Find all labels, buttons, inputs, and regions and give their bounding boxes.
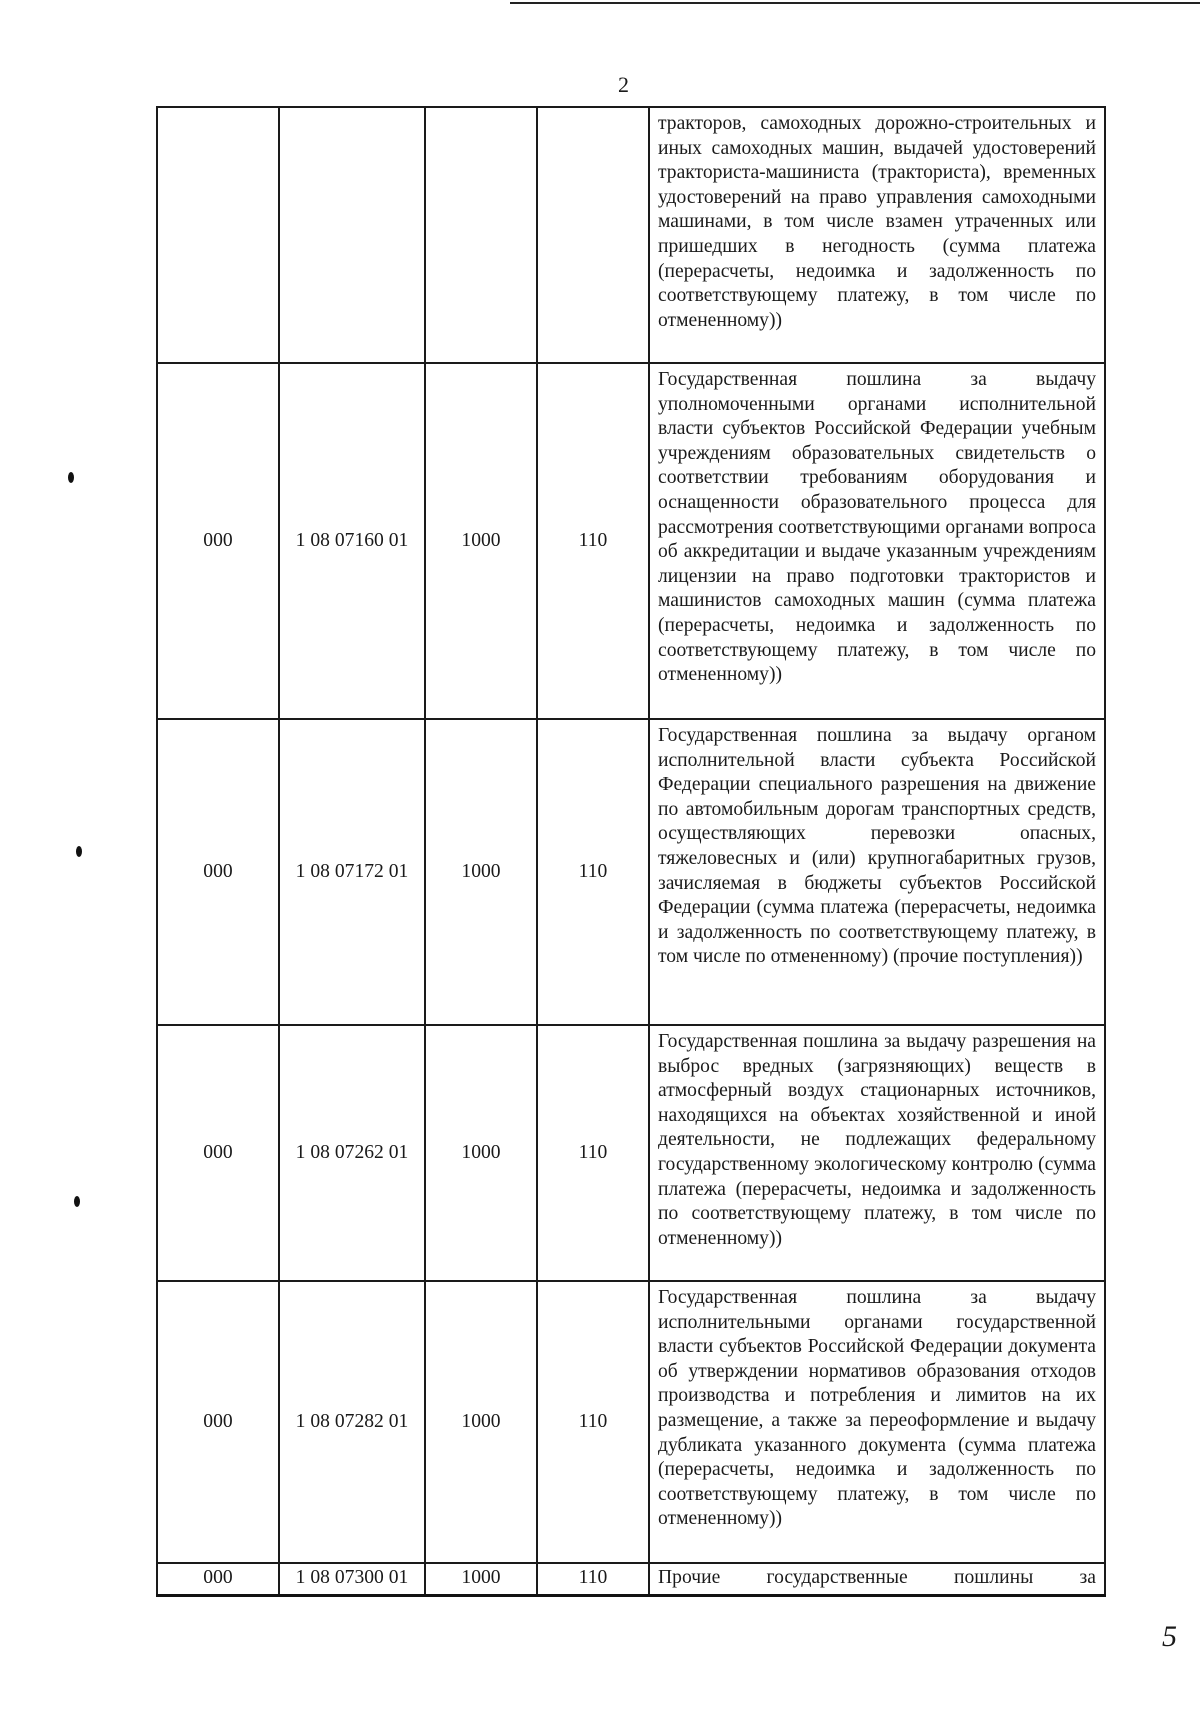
cell-subtype-code: 1000 bbox=[425, 363, 537, 719]
table-row bbox=[157, 1563, 1105, 1595]
cell-admin-code: 000 bbox=[157, 363, 279, 719]
cell-admin-code: 000 bbox=[157, 719, 279, 1025]
cell-admin-code: 000 bbox=[157, 1025, 279, 1281]
page-number: 2 bbox=[618, 72, 629, 97]
cell-description: Прочие государственные пошлины за bbox=[649, 1563, 1105, 1595]
margin-mark bbox=[76, 846, 82, 857]
cell-subtype-code: 1000 bbox=[425, 1025, 537, 1281]
cell-income-code: 1 08 07300 01 bbox=[279, 1563, 425, 1595]
cell-income-code: 1 08 07262 01 bbox=[279, 1025, 425, 1281]
cell-subtype-code: 1000 bbox=[425, 719, 537, 1025]
cell-admin-code: 000 bbox=[157, 1281, 279, 1563]
cell-classifier-code: 110 bbox=[537, 363, 649, 719]
cell-description: Государственная пошлина за выдачу исполнительными органами государственной власти субъектов Российской Федерации документа об утверждении нормативов образования отходов производства и потребления и лимитов на их размещение, а также за переоформление и выдачу дубликата указанного документа (сумма платежа (перерасчеты, недоимка и задолженность по соответствующему платежу, в том числе по отмененному)) bbox=[649, 1281, 1105, 1563]
table-row bbox=[157, 107, 1105, 363]
margin-mark bbox=[74, 1196, 80, 1207]
budget-code-table bbox=[156, 106, 1106, 1597]
cell-classifier-code bbox=[537, 107, 649, 363]
sheet-number: 5 bbox=[1162, 1620, 1177, 1653]
cell-subtype-code: 1000 bbox=[425, 1563, 537, 1595]
top-rule bbox=[510, 2, 1200, 4]
cell-description: Государственная пошлина за выдачу уполномоченными органами исполнительной власти субъектов Российской Федерации учебным учреждениям образовательных свидетельств о соответствии требованиям оборудования и оснащенности образовательного процесса для рассмотрения соответствующими органами вопроса об аккредитации и выдаче указанным учреждениям лицензии на право подготовки трактористов и машинистов самоходных машин (сумма платежа (перерасчеты, недоимка и задолженность по соответствующему платежу, в том числе по отмененному)) bbox=[649, 363, 1105, 719]
cell-income-code: 1 08 07172 01 bbox=[279, 719, 425, 1025]
cell-income-code bbox=[279, 107, 425, 363]
cell-classifier-code: 110 bbox=[537, 719, 649, 1025]
cell-classifier-code: 110 bbox=[537, 1563, 649, 1595]
table-row bbox=[157, 1281, 1105, 1563]
cell-description: тракторов, самоходных дорожно-строительных и иных самоходных машин, выдачей удостоверений тракториста-машиниста (тракториста), временных удостоверений на право управления самоходными машинами, в том числе взамен утраченных или пришедших в негодность (сумма платежа (перерасчеты, недоимка и задолженность по соответствующему платежу, в том числе по отмененному)) bbox=[649, 107, 1105, 363]
cell-subtype-code bbox=[425, 107, 537, 363]
table-row bbox=[157, 719, 1105, 1025]
cell-classifier-code: 110 bbox=[537, 1025, 649, 1281]
table-row bbox=[157, 363, 1105, 719]
cell-subtype-code: 1000 bbox=[425, 1281, 537, 1563]
cell-income-code: 1 08 07282 01 bbox=[279, 1281, 425, 1563]
cell-admin-code: 000 bbox=[157, 1563, 279, 1595]
cell-description: Государственная пошлина за выдачу разрешения на выброс вредных (загрязняющих) веществ в атмосферный воздух стационарных источников, находящихся на объектах хозяйственной и иной деятельности, не подлежащих федеральному государственному экологическому контролю (сумма платежа (перерасчеты, недоимка и задолженность по соответствующему платежу, в том числе по отмененному)) bbox=[649, 1025, 1105, 1281]
cell-admin-code bbox=[157, 107, 279, 363]
cell-classifier-code: 110 bbox=[537, 1281, 649, 1563]
cell-income-code: 1 08 07160 01 bbox=[279, 363, 425, 719]
table-row bbox=[157, 1025, 1105, 1281]
margin-mark bbox=[68, 472, 74, 483]
cell-description: Государственная пошлина за выдачу органом исполнительной власти субъекта Российской Федерации специального разрешения на движение по автомобильным дорогам транспортных средств, осуществляющих перевозки опасных, тяжеловесных и (или) крупногабаритных грузов, зачисляемая в бюджеты субъектов Российской Федерации (сумма платежа (перерасчеты, недоимка и задолженность по соответствующему платежу, в том числе по отмененному) (прочие поступления)) bbox=[649, 719, 1105, 1025]
